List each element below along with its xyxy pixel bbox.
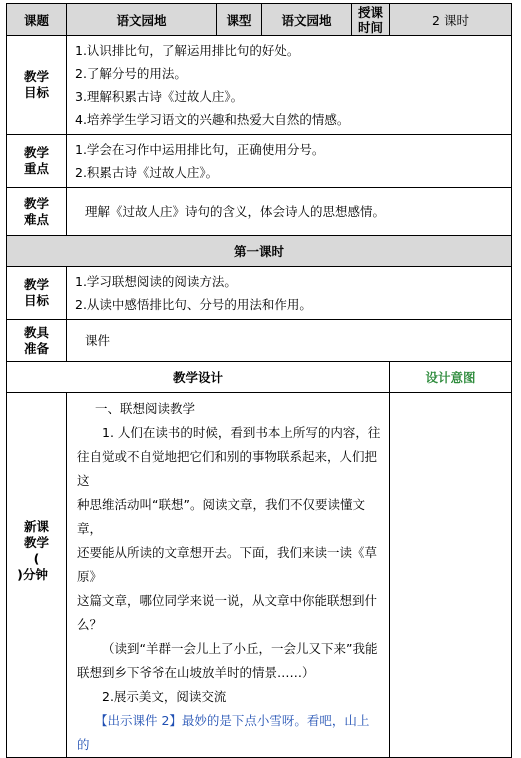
new-lesson-paren: ( <box>33 551 40 566</box>
design-content <box>67 393 390 758</box>
key-point-item: 1.学会在习作中运用排比句，正确使用分号。 <box>75 142 325 157</box>
tools-row <box>7 320 512 362</box>
design-header: 教学设计 <box>7 362 390 393</box>
key-points-label: 教学重点 <box>7 135 67 188</box>
difficulties-row <box>7 188 512 236</box>
first-lesson-goal-item: 1.学习联想阅读的阅读方法。 <box>75 274 237 289</box>
first-lesson-goals-label: 教学目标 <box>7 267 67 320</box>
first-lesson-title: 第一课时 <box>7 236 512 267</box>
key-point-item: 2.积累古诗《过故人庄》。 <box>75 165 219 180</box>
para1-line: 么？ <box>77 617 103 632</box>
key-points-list <box>67 135 512 188</box>
design-body-row <box>7 393 512 758</box>
courseware-line: 【出示课件 2】最妙的是下点小雪呀。看吧，山上的 <box>77 713 370 752</box>
para2-line: （读到“羊群一会儿上了小丘，一会儿又下来”我能 <box>102 641 378 656</box>
goals-list <box>67 36 512 135</box>
intent-header: 设计意图 <box>390 362 512 393</box>
header-row <box>7 4 512 36</box>
para1-line: 1. 人们在读书的时候，看到书本上所写的内容，往 <box>102 425 381 440</box>
first-lesson-goals-list <box>67 267 512 320</box>
para1-line: 还要能从所读的文章想开去。下面，我们来读一读《草原》 <box>77 545 378 584</box>
section-title: 一、联想阅读教学 <box>95 401 196 416</box>
goal-item: 4.培养学生学习语文的兴趣和热爱大自然的情感。 <box>75 112 350 127</box>
para2-line: 联想到乡下爷爷在山坡放羊时的情景……） <box>77 665 315 680</box>
goals-label: 教学目标 <box>7 36 67 135</box>
item-2: 2.展示美文，阅读交流 <box>102 689 227 704</box>
hours-value: 2 课时 <box>390 4 512 36</box>
lesson-plan-table <box>6 3 512 758</box>
key-points-row <box>7 135 512 188</box>
para1-line: 这篇文章，哪位同学来说一说，从文章中你能联想到什 <box>77 593 378 608</box>
type-value: 语文园地 <box>262 4 352 36</box>
new-lesson-label-text: 新课教学 <box>23 519 49 550</box>
lesson-plan-document <box>6 3 511 758</box>
first-lesson-goals-row <box>7 267 512 320</box>
type-label: 课型 <box>217 4 262 36</box>
goal-item: 2.了解分号的用法。 <box>75 66 187 81</box>
goal-item: 3.理解积累古诗《过故人庄》。 <box>75 89 244 104</box>
subject-value: 语文园地 <box>67 4 217 36</box>
para1-line: 种思维活动叫“联想”。阅读文章，我们不仅要读懂文章， <box>77 497 365 536</box>
intent-cell <box>390 393 512 758</box>
difficulties-label: 教学难点 <box>7 188 67 236</box>
new-lesson-minutes: )分钟 <box>17 567 48 582</box>
design-header-row <box>7 362 512 393</box>
first-lesson-row <box>7 236 512 267</box>
goal-item: 1.认识排比句，了解运用排比句的好处。 <box>75 43 300 58</box>
time-label: 授课时间 <box>352 4 390 36</box>
first-lesson-goal-item: 2.从读中感悟排比句、分号的用法和作用。 <box>75 297 312 312</box>
para1-line: 往自觉或不自觉地把它们和别的事物联系起来，人们把这 <box>77 449 378 488</box>
subject-label: 课题 <box>7 4 67 36</box>
tools-label: 教具准备 <box>7 320 67 362</box>
new-lesson-label <box>7 393 67 758</box>
tools-value: 课件 <box>67 320 512 362</box>
goals-row <box>7 36 512 135</box>
difficulties-text: 理解《过故人庄》诗句的含义，体会诗人的思想感情。 <box>67 188 512 236</box>
